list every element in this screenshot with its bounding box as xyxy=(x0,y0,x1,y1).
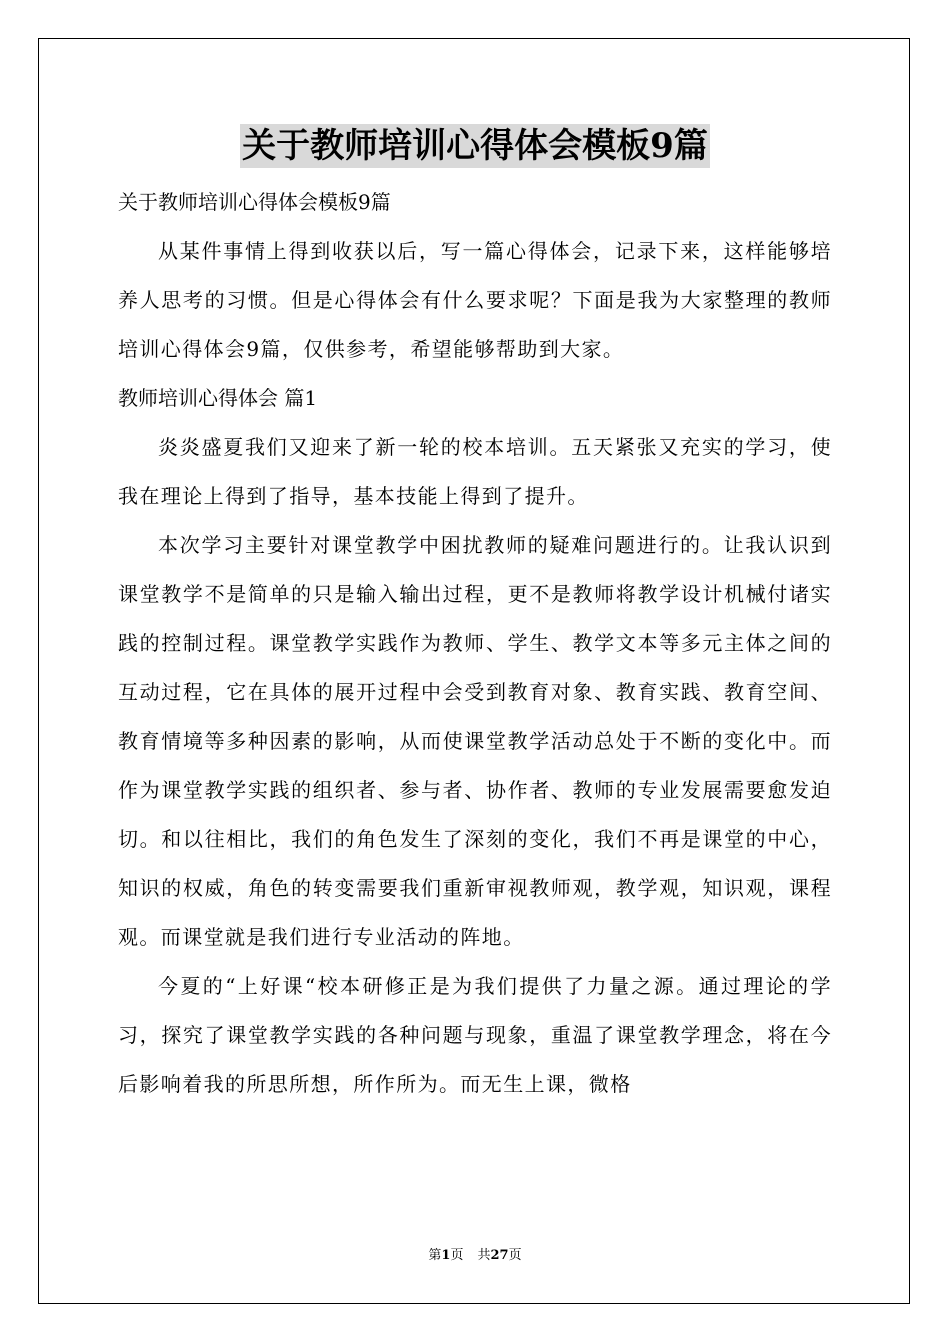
total-pages: 27 xyxy=(490,1248,509,1263)
document-subtitle: 关于教师培训心得体会模板9篇 xyxy=(118,190,391,214)
body-paragraph: 本次学习主要针对课堂教学中困扰教师的疑难问题进行的。让我认识到课堂教学不是简单的只是输入输出过程，更不是教师将教学设计机械付诸实践的控制过程。课堂教学实践作为教师、学生、教学文本等多元主体之间的互动过程，它在具体的展开过程中会受到教育对象、教育实践、教育空间、教育情境等多种因素的影响，从而使课堂教学活动总处于不断的变化中。而作为课堂教学实践的组织者、参与者、协作者、教师的专业发展需要愈发迫切。和以往相比，我们的角色发生了深刻的变化，我们不再是课堂的中心，知识的权威，角色的转变需要我们重新审视教师观，教学观，知识观，课程观。而课堂就是我们进行专业活动的阵地。 xyxy=(118,533,832,949)
total-label-prefix: 共 xyxy=(477,1248,491,1263)
section-heading: 教师培训心得体会 篇1 xyxy=(118,386,318,410)
total-label-suffix: 页 xyxy=(508,1248,522,1263)
page-number: 1 xyxy=(441,1248,451,1263)
page-footer xyxy=(0,1247,950,1265)
title-container xyxy=(118,124,832,172)
body-paragraph: 炎炎盛夏我们又迎来了新一轮的校本培训。五天紧张又充实的学习，使我在理论上得到了指导，基本技能上得到了提升。 xyxy=(118,435,832,508)
document-body xyxy=(118,124,832,1109)
body-paragraph: 今夏的“上好课“校本研修正是为我们提供了力量之源。通过理论的学习，探究了课堂教学实践的各种问题与现象，重温了课堂教学理念，将在今后影响着我的所思所想，所作所为。而无生上课，微格 xyxy=(118,974,832,1096)
intro-paragraph: 从某件事情上得到收获以后，写一篇心得体会，记录下来，这样能够培养人思考的习惯。但是心得体会有什么要求呢？下面是我为大家整理的教师培训心得体会9篇，仅供参考，希望能够帮助到大家。 xyxy=(118,239,832,361)
page-label-prefix: 第 xyxy=(428,1248,442,1263)
document-title: 关于教师培训心得体会模板9篇 xyxy=(242,126,708,166)
page-label-suffix: 页 xyxy=(450,1248,464,1263)
